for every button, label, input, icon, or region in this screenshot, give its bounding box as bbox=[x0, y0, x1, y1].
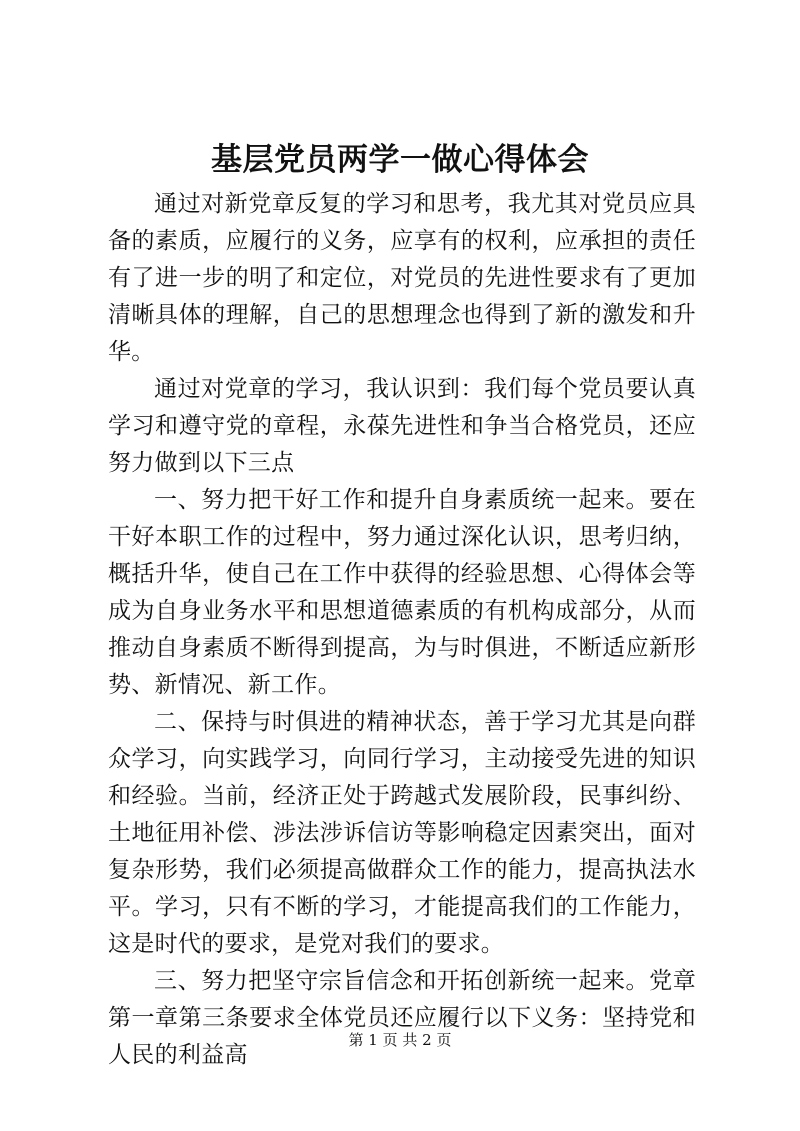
paragraph-point-three: 三、努力把坚守宗旨信念和开拓创新统一起来。党章第一章第三条要求全体党员还应履行以下义务：坚持党和人民的利益高 bbox=[108, 968, 696, 1068]
paragraph-point-one: 一、努力把干好工作和提升自身素质统一起来。要在干好本职工作的过程中，努力通过深化认识，思考归纳，概括升华，使自己在工作中获得的经验思想、心得体会等成为自身业务水平和思想道德素质的有机构成部分，从而推动自身素质不断得到提高，为与时俱进，不断适应新形势、新情况、新工作。 bbox=[108, 487, 696, 698]
paragraph-understanding: 通过对党章的学习，我认识到：我们每个党员要认真学习和遵守党的章程，永葆先进性和争当合格党员，还应努力做到以下三点 bbox=[108, 376, 696, 476]
document-body bbox=[108, 186, 696, 1074]
page-footer: 第 1 页 共 2 页 bbox=[348, 1031, 452, 1049]
paragraph-point-two: 二、保持与时俱进的精神状态，善于学习尤其是向群众学习，向实践学习，向同行学习，主动接受先进的知识和经验。当前，经济正处于跨越式发展阶段，民事纠纷、土地征用补偿、涉法涉诉信访等影响稳定因素突出，面对复杂形势，我们必须提高做群众工作的能力，提高执法水平。学习，只有不断的学习，才能提高我们的工作能力，这是时代的要求，是党对我们的要求。 bbox=[108, 709, 696, 957]
paragraph-intro: 通过对新党章反复的学习和思考，我尤其对党员应具备的素质，应履行的义务，应享有的权利，应承担的责任有了进一步的明了和定位，对党员的先进性要求有了更加清晰具体的理解，自己的思想理念也得到了新的激发和升华。 bbox=[108, 191, 696, 365]
document-title: 基层党员两学一做心得体会 bbox=[211, 142, 589, 178]
